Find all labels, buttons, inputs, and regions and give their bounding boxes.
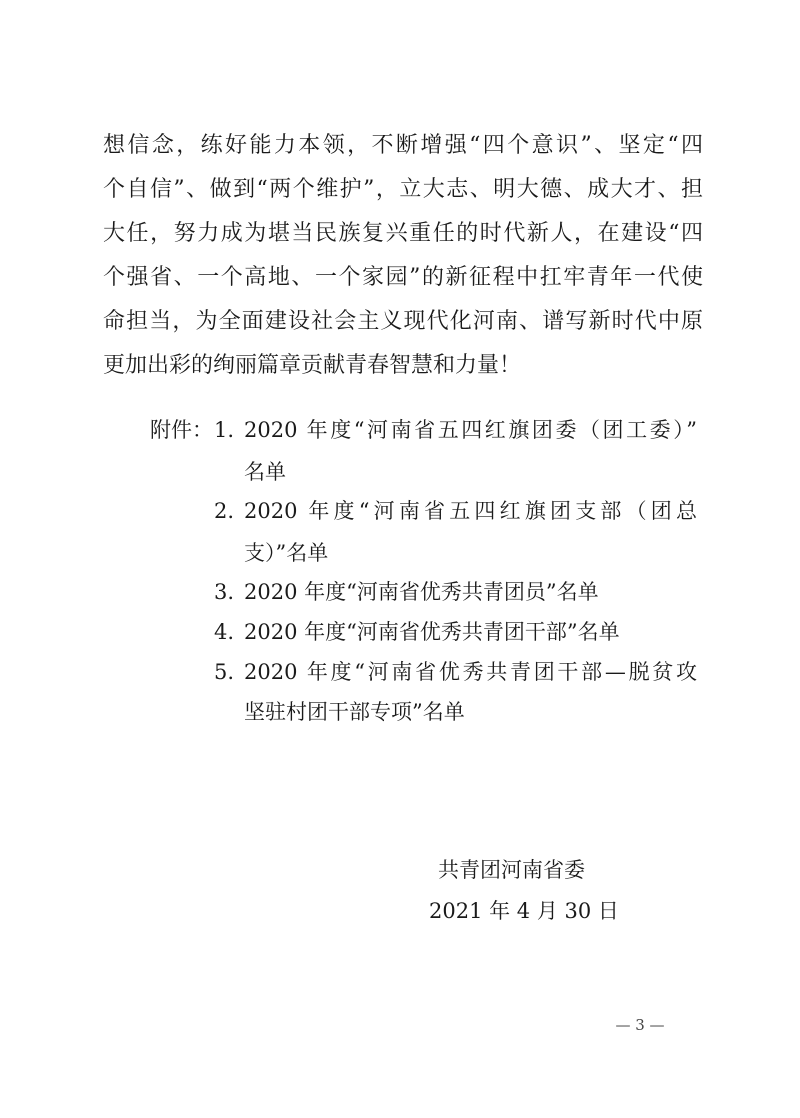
- attachment-title: 2020 年度“河南省五四红旗团委（团工委）”: [244, 418, 697, 442]
- attachment-number: 2.: [214, 499, 235, 523]
- body-text-line: 大任，努力成为堪当民族复兴重任的时代新人，在建设“四: [103, 221, 703, 246]
- signature-organization: 共青团河南省委: [438, 858, 585, 882]
- attachment-title: 2020 年度“河南省优秀共青团干部—脱贫攻: [244, 660, 697, 684]
- attachment-number: 5.: [214, 660, 235, 684]
- body-text-line: 个强省、一个高地、一个家园”的新征程中扛牢青年一代使: [103, 265, 703, 290]
- attachments-label: 附件：: [150, 418, 213, 442]
- attachment-title-continued: 支）”名单: [244, 541, 329, 565]
- attachment-title-continued: 名单: [244, 460, 286, 484]
- page-number: — 3 —: [615, 1016, 665, 1034]
- body-text-line: 个自信”、做到“两个维护”，立大志、明大德、成大才、担: [103, 177, 703, 202]
- body-text-line: 命担当，为全面建设社会主义现代化河南、谱写新时代中原: [103, 309, 703, 334]
- signature-date: 2021 年 4 月 30 日: [429, 899, 619, 923]
- attachment-title: 2020 年度“河南省优秀共青团员”名单: [244, 580, 599, 604]
- attachment-number: 4.: [214, 620, 235, 644]
- attachment-title-continued: 坚驻村团干部专项”名单: [244, 700, 465, 724]
- attachment-title: 2020 年度“河南省五四红旗团支部（团总: [244, 499, 697, 523]
- attachment-number: 3.: [214, 580, 235, 604]
- attachment-title: 2020 年度“河南省优秀共青团干部”名单: [244, 620, 620, 644]
- body-text-line: 更加出彩的绚丽篇章贡献青春智慧和力量！: [103, 353, 522, 378]
- body-text-line: 想信念，练好能力本领，不断增强“四个意识”、坚定“四: [103, 133, 703, 158]
- attachment-number: 1.: [214, 418, 235, 442]
